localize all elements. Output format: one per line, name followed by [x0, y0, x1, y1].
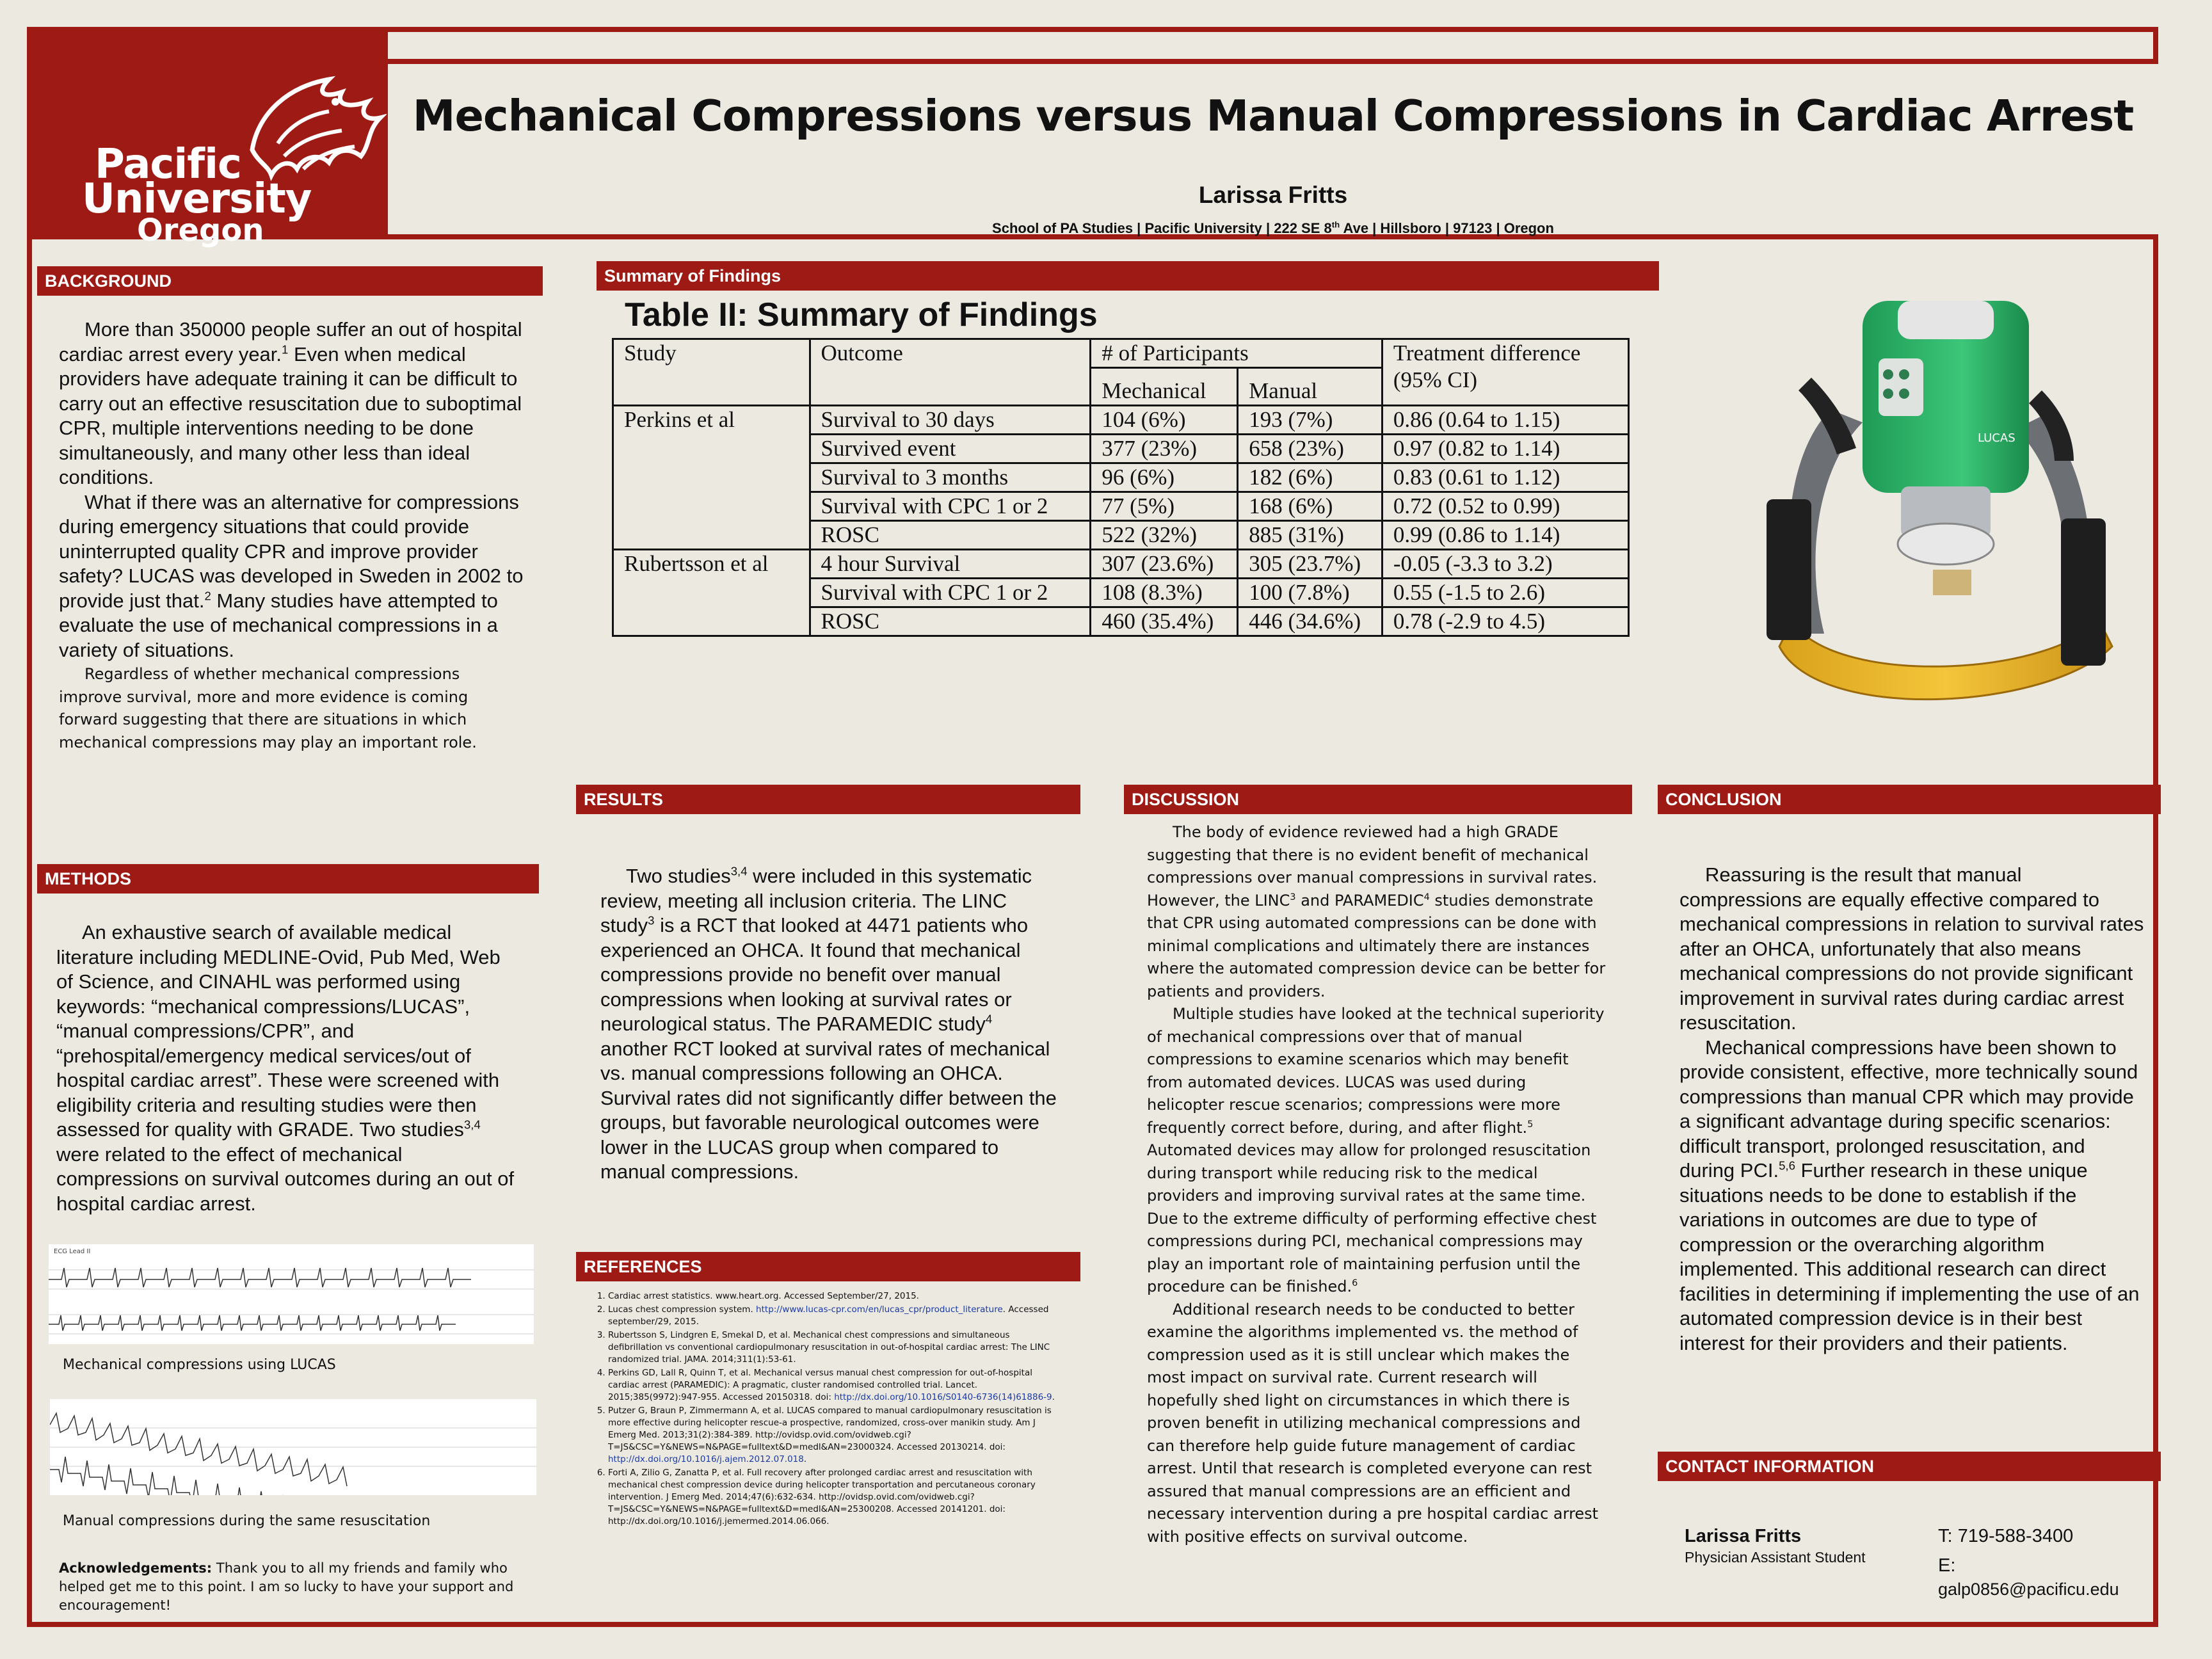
disc-sup-2: 4 — [1423, 892, 1430, 902]
ref4-text: Perkins GD, Lall R, Quinn T, et al. Mechanical versus manual chest compression for out-of-hospital cardiac arrest (PARAMEDIC): A pragmatic, cluster randomised controlled trial. Lancet. 2015;385(9972):947-955. Accessed 20150318. doi: — [608, 1368, 1032, 1402]
results-sup-1: 3,4 — [730, 864, 748, 878]
bg-p2b: Many studies have attempted to evaluate the use of mechanical compressions in a variety of situations. — [59, 589, 498, 661]
table-row — [613, 406, 1629, 435]
cell-manual: 182 (6%) — [1238, 463, 1382, 492]
cell-manual: 305 (23.7%) — [1238, 550, 1382, 579]
logo-line-3: Oregon — [137, 212, 264, 248]
poster-title: Mechanical Compressions versus Manual Compressions in Cardiac Arrest — [412, 91, 2134, 141]
cell-manual: 193 (7%) — [1238, 406, 1382, 435]
cell-diff: 0.99 (0.86 to 1.14) — [1382, 521, 1628, 550]
cell-manual: 658 (23%) — [1238, 435, 1382, 463]
ecg-mechanical-trace-icon — [49, 1244, 534, 1344]
discussion-paragraph-2 — [1147, 1003, 1607, 1299]
discussion-text — [1147, 821, 1607, 1548]
svg-text:ECG Lead II: ECG Lead II — [54, 1248, 91, 1255]
study-rubertsson: Rubertsson et al — [613, 550, 810, 636]
cell-mech: 104 (6%) — [1091, 406, 1238, 435]
cell-manual: 168 (6%) — [1238, 492, 1382, 521]
cell-outcome: Survival with CPC 1 or 2 — [810, 492, 1091, 521]
cell-outcome: Survival to 3 months — [810, 463, 1091, 492]
th-outcome: Outcome — [810, 339, 1091, 406]
cell-diff: 0.55 (-1.5 to 2.6) — [1382, 579, 1628, 607]
disc-p1a: The body of evidence reviewed had a high GRADE suggesting that there is no evident benefit of mechanical compressions over manual compressions in survival rates. However, the LINC — [1147, 823, 1598, 910]
disc-p1b: and PARAMEDIC — [1295, 891, 1424, 910]
th-mechanical: Mechanical — [1091, 368, 1238, 406]
cell-mech: 108 (8.3%) — [1091, 579, 1238, 607]
cell-manual: 885 (31%) — [1238, 521, 1382, 550]
th-manual: Manual — [1238, 368, 1382, 406]
reference-item: 1. Cardiac arrest statistics. www.heart.org. Accessed September/27, 2015. — [608, 1290, 1062, 1302]
cell-mech: 522 (32%) — [1091, 521, 1238, 550]
ecg-strip-mechanical — [49, 1244, 534, 1344]
cell-outcome: Survival with CPC 1 or 2 — [810, 579, 1091, 607]
logo-line-2: University — [82, 175, 312, 223]
contact-name: Larissa Fritts — [1685, 1526, 1802, 1546]
contact-phone: T: 719-588-3400 — [1938, 1526, 2074, 1546]
bg-p1b: Even when medical providers have adequate training it can be difficult to carry out an effective resuscitation due to suboptimal CPR, multiple interventions needing to be done simultaneously, and many other less than ideal conditions. — [59, 342, 522, 488]
reference-link[interactable]: http://dx.doi.org/10.1016/j.ajem.2012.07.018 — [608, 1454, 804, 1464]
bg-p3: Regardless of whether mechanical compressions improve survival, more and more evidence is coming forward suggesting that there are situations in which mechanical compressions may play an important role. — [59, 665, 477, 751]
cell-manual: 100 (7.8%) — [1238, 579, 1382, 607]
caption-manual: Manual compressions during the same resuscitation — [63, 1513, 431, 1529]
background-paragraph-3 — [59, 663, 526, 754]
table-row — [613, 550, 1629, 579]
cell-outcome: ROSC — [810, 521, 1091, 550]
methods-paragraph — [56, 920, 517, 1216]
caption-mechanical: Mechanical compressions using LUCAS — [63, 1357, 336, 1373]
concl-sup: 5,6 — [1779, 1158, 1795, 1173]
cell-diff: 0.72 (0.52 to 0.99) — [1382, 492, 1628, 521]
cell-manual: 446 (34.6%) — [1238, 607, 1382, 636]
university-logo — [28, 28, 388, 248]
methods-text — [56, 920, 517, 1216]
contact-role: Physician Assistant Student — [1685, 1549, 1866, 1566]
cell-diff: 0.83 (0.61 to 1.12) — [1382, 463, 1628, 492]
background-header: BACKGROUND — [37, 266, 543, 296]
cell-outcome: 4 hour Survival — [810, 550, 1091, 579]
ack-label: Acknowledgements: — [59, 1560, 212, 1576]
author-name: Larissa Fritts — [1198, 182, 1348, 208]
results-a: Two studies — [626, 865, 731, 887]
disc-sup-4: 6 — [1352, 1278, 1358, 1288]
disc-sup-1: 3 — [1290, 892, 1296, 902]
reference-link[interactable]: http://www.lucas-cpr.com/en/lucas_cpr/product_literature — [756, 1304, 1003, 1315]
cell-outcome: Survival to 30 days — [810, 406, 1091, 435]
th-treatment: Treatment difference (95% CI) — [1382, 339, 1628, 406]
methods-p1a: An exhaustive search of available medical literature including MEDLINE-Ovid, Pub Med, Web of Science, and CINAHL was performed using keywords: “mechanical compressions/LUCAS”, “manual compressions/CPR”, and “prehospital/emergency medical services/out of hospital cardiac arrest”. These were screened with eligibility criteria and resulting studies were then assessed for quality with GRADE. Two studies — [56, 921, 501, 1141]
conclusion-paragraph-2 — [1679, 1036, 2144, 1356]
ref2-tail: . Accessed september/29, 2015. — [608, 1304, 1049, 1327]
bg-p1-sup: 1 — [282, 342, 289, 357]
cell-outcome: ROSC — [810, 607, 1091, 636]
lucas-device-image — [1741, 288, 2138, 723]
th-study: Study — [613, 339, 810, 406]
cell-outcome: Survived event — [810, 435, 1091, 463]
contact-email[interactable]: galp0856@pacificu.edu — [1938, 1580, 2119, 1599]
background-paragraph-2 — [59, 490, 526, 663]
methods-header: METHODS — [37, 864, 539, 894]
affiliation-post: Ave | Hillsboro | 97123 | Oregon — [1340, 220, 1554, 236]
methods-p1b: were related to the effect of mechanical compressions on survival outcomes during an out of hospital cardiac arrest. — [56, 1142, 515, 1215]
results-b: were included in this systematic review, meeting all inclusion criteria. The LINC study — [600, 865, 1032, 936]
disc-p1c: studies demonstrate that CPR using automated compressions can be done with minimal complications and ultimately there are instances where the automated compression device can be better for patients and providers. — [1147, 891, 1606, 1000]
cell-mech: 307 (23.6%) — [1091, 550, 1238, 579]
references-list — [589, 1290, 1062, 1529]
reference-item: 6. Forti A, Zilio G, Zanatta P, et al. Full recovery after prolonged cardiac arrest and resuscitation with mechanical chest compression device during helicopter transportation and percutaneous coronary intervention. J Emerg Med. 2014;47(6):632-634. http://ovidsp.ovid.com/ovidweb.cgi?T=JS&CSC=Y&NEWS=N&PAGE=fulltext&D=medl&AN=25300208. Accessed 20141201. doi: http://dx.doi.org/10.1016/j.jemermed.2014.06.066. — [608, 1467, 1062, 1528]
conclusion-paragraph-1: Reassuring is the result that manual compressions are equally effective compared to mechanical compressions in relation to survival rates after an OHCA, unfortunately that also means mechanical compressions do not provide significant improvement in survival rates during cardiac arrest resuscitation. — [1679, 863, 2144, 1034]
results-sup-3: 4 — [985, 1012, 993, 1026]
reference-item: 3. Rubertsson S, Lindgren E, Smekal D, et al. Mechanical chest compressions and simultaneous defibrillation vs conventional cardiopulmonary resuscitation in out-of-hospital cardiac arrest: The LINC randomized trial. JAMA. 2014;311(1):53-61. — [608, 1329, 1062, 1366]
results-sup-2: 3 — [648, 913, 655, 927]
lucas-device-icon — [1741, 288, 2138, 723]
reference-item — [608, 1304, 1062, 1328]
cell-mech: 96 (6%) — [1091, 463, 1238, 492]
affiliation — [388, 220, 2158, 237]
references-header: REFERENCES — [576, 1252, 1080, 1281]
affiliation-pre: School of PA Studies | Pacific University | 222 SE 8 — [992, 220, 1332, 236]
cell-mech: 460 (35.4%) — [1091, 607, 1238, 636]
ecg-strip-manual — [50, 1399, 536, 1495]
disc-p2b: Automated devices may allow for prolonged resuscitation during transport while reducing risk to the medical providers and improving survival rates at the same time. Due to the extreme difficulty of performing effective chest compressions during PCI, mechanical compressions may play an important role of maintaining perfusion until the procedure can be finished. — [1147, 1141, 1597, 1295]
results-header: RESULTS — [576, 785, 1080, 814]
results-text — [600, 864, 1060, 1185]
cell-diff: 0.97 (0.82 to 1.14) — [1382, 435, 1628, 463]
cell-diff: 0.78 (-2.9 to 4.5) — [1382, 607, 1628, 636]
contact-email-label: E: — [1938, 1555, 1956, 1576]
study-perkins: Perkins et al — [613, 406, 810, 550]
contact-header: CONTACT INFORMATION — [1658, 1452, 2161, 1481]
bg-p2-sup: 2 — [204, 589, 211, 603]
cell-mech: 77 (5%) — [1091, 492, 1238, 521]
background-paragraph-1 — [59, 317, 526, 490]
reference-item — [608, 1367, 1062, 1404]
ref2-text: Lucas chest compression system. — [608, 1304, 757, 1315]
device-label: LUCAS — [1978, 431, 2016, 445]
discussion-paragraph-3: Additional research needs to be conducted to better examine the algorithms implemented vs. the method of compression used as it is still unclear which makes the most impact on survival rate. Current research will hopefully shed light on circumstances in which there is proven benefit in utilizing mechanical compressions and can therefore help guide future management of cardiac arrest. Until that research is completed everyone can rest assured that manual compressions are an efficient and necessary intervention during a pre hospital cardiac arrest with positive effects on survival outcome. — [1147, 1300, 1599, 1546]
reference-link[interactable]: http://dx.doi.org/10.1016/S0140-6736(14)61886-9 — [834, 1392, 1052, 1402]
affiliation-sup: th — [1331, 220, 1340, 230]
reference-item — [608, 1405, 1062, 1466]
summary-header: Summary of Findings — [597, 261, 1659, 291]
table-title: Table II: Summary of Findings — [625, 296, 1098, 333]
conclusion-header: CONCLUSION — [1658, 785, 2161, 814]
acknowledgements — [59, 1559, 526, 1615]
results-d: another RCT looked at survival rates of mechanical vs. manual compressions following an OHCA. Survival rates did not significantly differ between the groups, but favorable neurological outcomes were lower in the LUCAS group when compared to manual compressions. — [600, 1037, 1057, 1183]
ack-text: Thank you to all my friends and family who helped get me to this point. I am so lucky to have your support and encouragement! — [59, 1560, 514, 1613]
discussion-header: DISCUSSION — [1124, 785, 1632, 814]
title-banner — [388, 59, 2158, 239]
concl-p2b: Further research in these unique situations needs to be done to establish if the variations in outcomes are due to type of compression or the overarching algorithm implemented. This additional research can direct facilities in determining if implementing the use of an automated compression device is in their best interest for their providers and their patients. — [1679, 1159, 2140, 1354]
ecg-manual-trace-icon — [50, 1399, 536, 1495]
background-text — [59, 317, 526, 662]
discussion-paragraph-1 — [1147, 821, 1607, 1003]
logo-line-1: Pacific — [95, 141, 241, 188]
findings-table — [612, 338, 1630, 637]
disc-p2a: Multiple studies have looked at the technical superiority of mechanical compressions over that of manual compressions to examine scenarios which may benefit from automated devices. LUCAS was used during helicopter rescue scenarios; compressions were more frequently correct before, during, and after flight. — [1147, 1005, 1605, 1137]
cell-diff: -0.05 (-3.3 to 3.2) — [1382, 550, 1628, 579]
table-header-row — [613, 339, 1629, 368]
conclusion-text — [1679, 863, 2144, 1356]
results-paragraph — [600, 864, 1060, 1185]
methods-sup: 3,4 — [463, 1118, 481, 1132]
th-participants: # of Participants — [1091, 339, 1382, 368]
results-c: is a RCT that looked at 4471 patients who experienced an OHCA. It found that mechanical compressions provide no benefit over manual compressions when looking at survival rates or neurological status. The PARAMEDIC study — [600, 914, 1029, 1035]
bg-p1a: More than 350000 people suffer an out of hospital cardiac arrest every year. — [59, 318, 522, 365]
ref5-tail: . — [803, 1454, 807, 1464]
ref4-tail: . — [1052, 1392, 1055, 1402]
concl-p2a: Mechanical compressions have been shown to provide consistent, effective, more technically sound compressions than manual CPR which may provide a significant advantage during specific scenarios: difficult transport, prolonged resuscitation, and during PCI. — [1679, 1036, 2138, 1182]
ref5-text: Putzer G, Braun P, Zimmermann A, et al. LUCAS compared to manual cardiopulmonary resuscitation is more effective during helicopter rescue-a prospective, randomized, cross-over manikin study. Am J Emerg Med. 2013;31(2):384-389. http://ovidsp.ovid.com/ovidweb.cgi?T=JS&CSC=Y&NEWS=N&PAGE=fulltext&D=medl&AN=23000324. Accessed 20130214. doi: — [608, 1406, 1052, 1452]
disc-sup-3: 5 — [1527, 1119, 1534, 1130]
cell-diff: 0.86 (0.64 to 1.15) — [1382, 406, 1628, 435]
cell-mech: 377 (23%) — [1091, 435, 1238, 463]
bg-p2a: What if there was an alternative for compressions during emergency situations that could provide uninterrupted quality CPR and improve provider safety? LUCAS was developed in Sweden in 2002 to provide just that. — [59, 490, 524, 612]
